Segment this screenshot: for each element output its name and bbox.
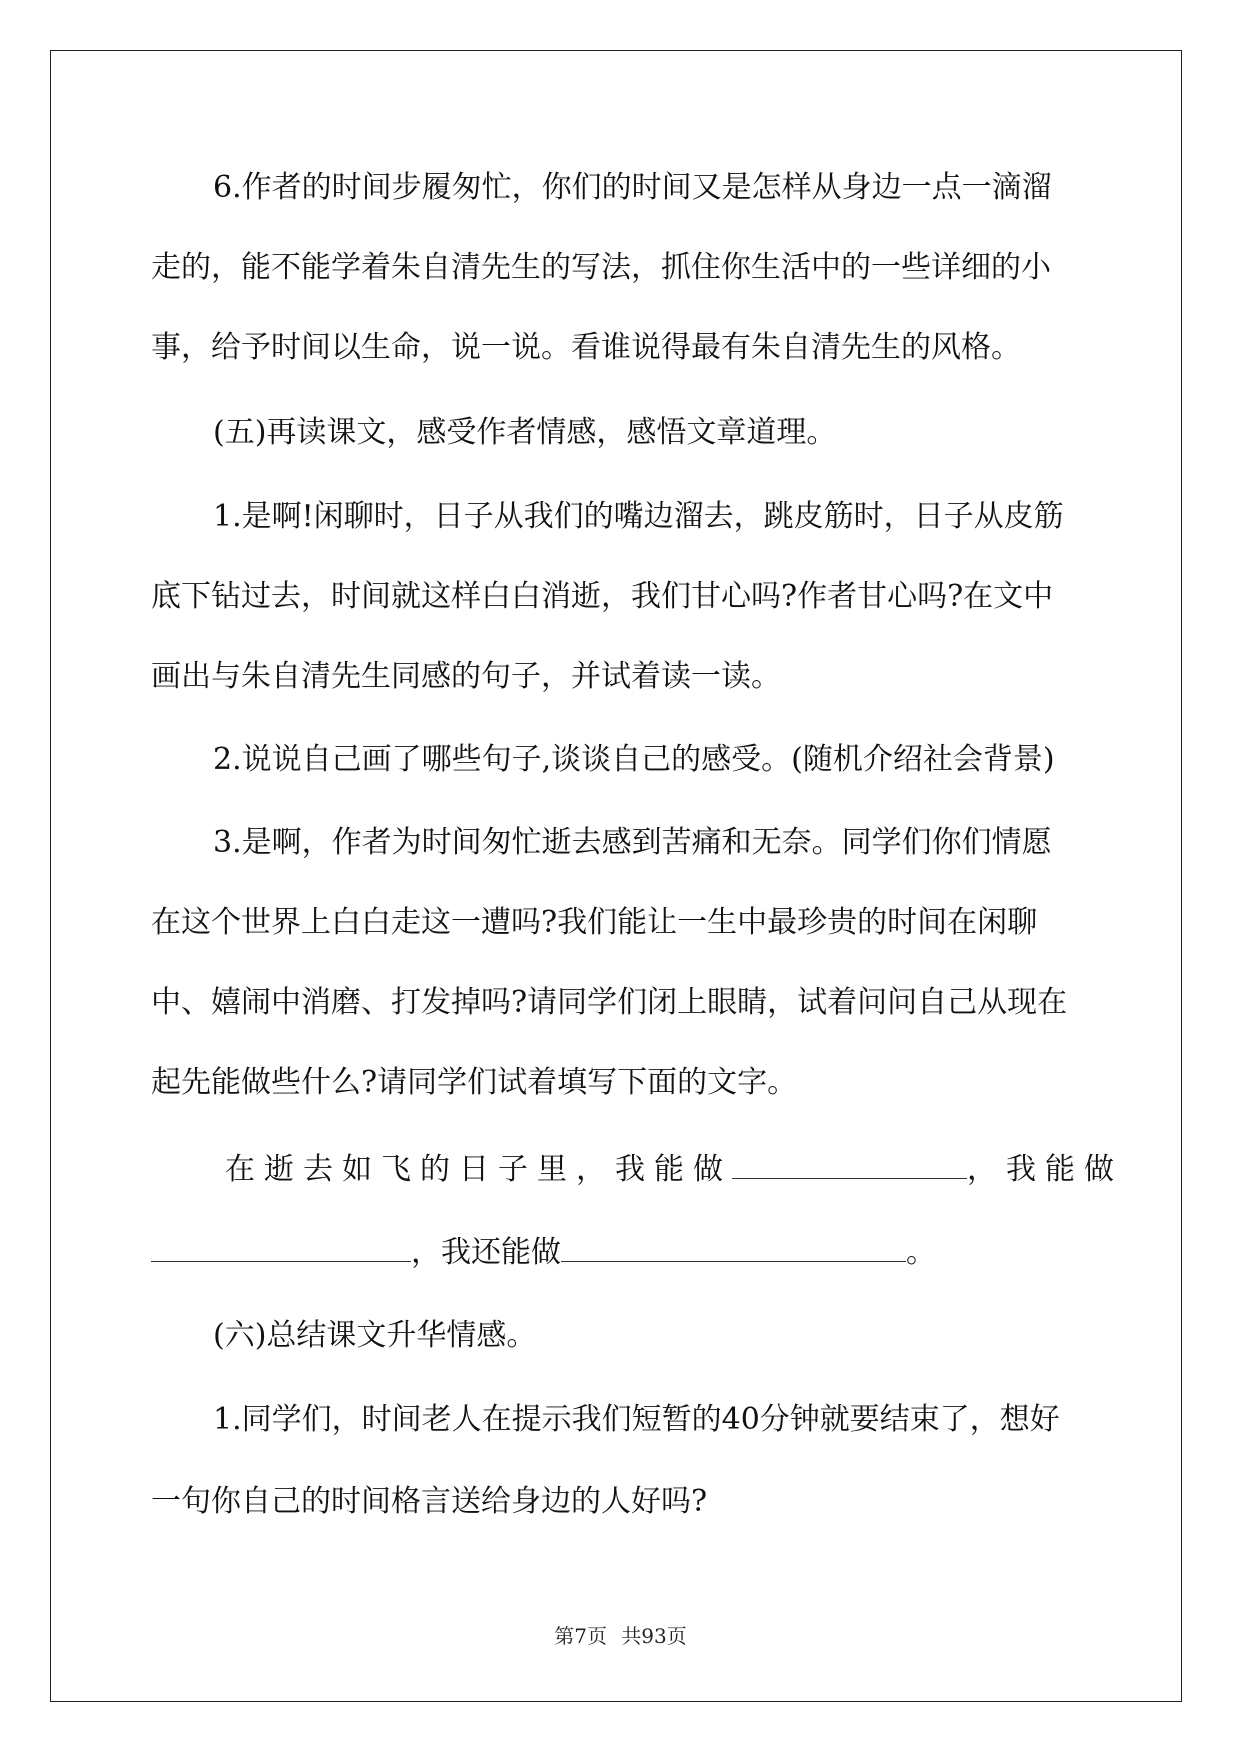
fill-in-text: ，我能做 [967, 1152, 1123, 1187]
fill-in-text: ，我还能做 [411, 1235, 561, 1270]
section-heading: (五)再读课文，感受作者情感，感悟文章道理。 [213, 415, 837, 450]
paragraph-line: 走的，能不能学着朱自清先生的写法，抓住你生活中的一些详细的小 [151, 250, 1051, 285]
paragraph-line: 1.同学们，时间老人在提示我们短暂的40分钟就要结束了，想好 [213, 1402, 1060, 1437]
paragraph-line: 事，给予时间以生命，说一说。看谁说得最有朱自清先生的风格。 [151, 330, 1021, 365]
paragraph-line: 一句你自己的时间格言送给身边的人好吗? [151, 1484, 708, 1519]
paragraph-line: 2.说说自己画了哪些句子,谈谈自己的感受。(随机介绍社会背景) [213, 742, 1055, 777]
paragraph-line: 画出与朱自清先生同感的句子，并试着读一读。 [151, 659, 781, 694]
paragraph-line: 3.是啊，作者为时间匆忙逝去感到苦痛和无奈。同学们你们情愿 [213, 825, 1052, 860]
paragraph-line: 1.是啊!闲聊时，日子从我们的嘴边溜去，跳皮筋时，日子从皮筋 [213, 499, 1064, 534]
page-number: 第7页 [554, 1624, 607, 1648]
fill-in-text: 在逝去如飞的日子里，我能做 [225, 1152, 732, 1187]
page-total: 共93页 [621, 1624, 687, 1648]
fill-in-blank[interactable] [151, 1231, 411, 1262]
paragraph-line: 在这个世界上白白走这一遭吗?我们能让一生中最珍贵的时间在闲聊 [151, 905, 1038, 940]
paragraph-line: 中、嬉闹中消磨、打发掉吗?请同学们闭上眼睛，试着问问自己从现在 [151, 985, 1068, 1020]
fill-in-line [225, 1148, 1165, 1190]
fill-in-blank[interactable] [732, 1148, 967, 1179]
page-border [50, 50, 1182, 1702]
fill-in-text: 。 [906, 1235, 936, 1270]
section-heading: (六)总结课文升华情感。 [213, 1318, 537, 1353]
paragraph-line: 底下钻过去，时间就这样白白消逝，我们甘心吗?作者甘心吗?在文中 [151, 579, 1054, 614]
paragraph-line: 起先能做些什么?请同学们试着填写下面的文字。 [151, 1065, 798, 1100]
paragraph-line: 6.作者的时间步履匆忙，你们的时间又是怎样从身边一点一滴溜 [213, 170, 1052, 205]
fill-in-blank[interactable] [561, 1231, 906, 1262]
fill-in-line [151, 1231, 1091, 1273]
page-footer [0, 1620, 1241, 1649]
